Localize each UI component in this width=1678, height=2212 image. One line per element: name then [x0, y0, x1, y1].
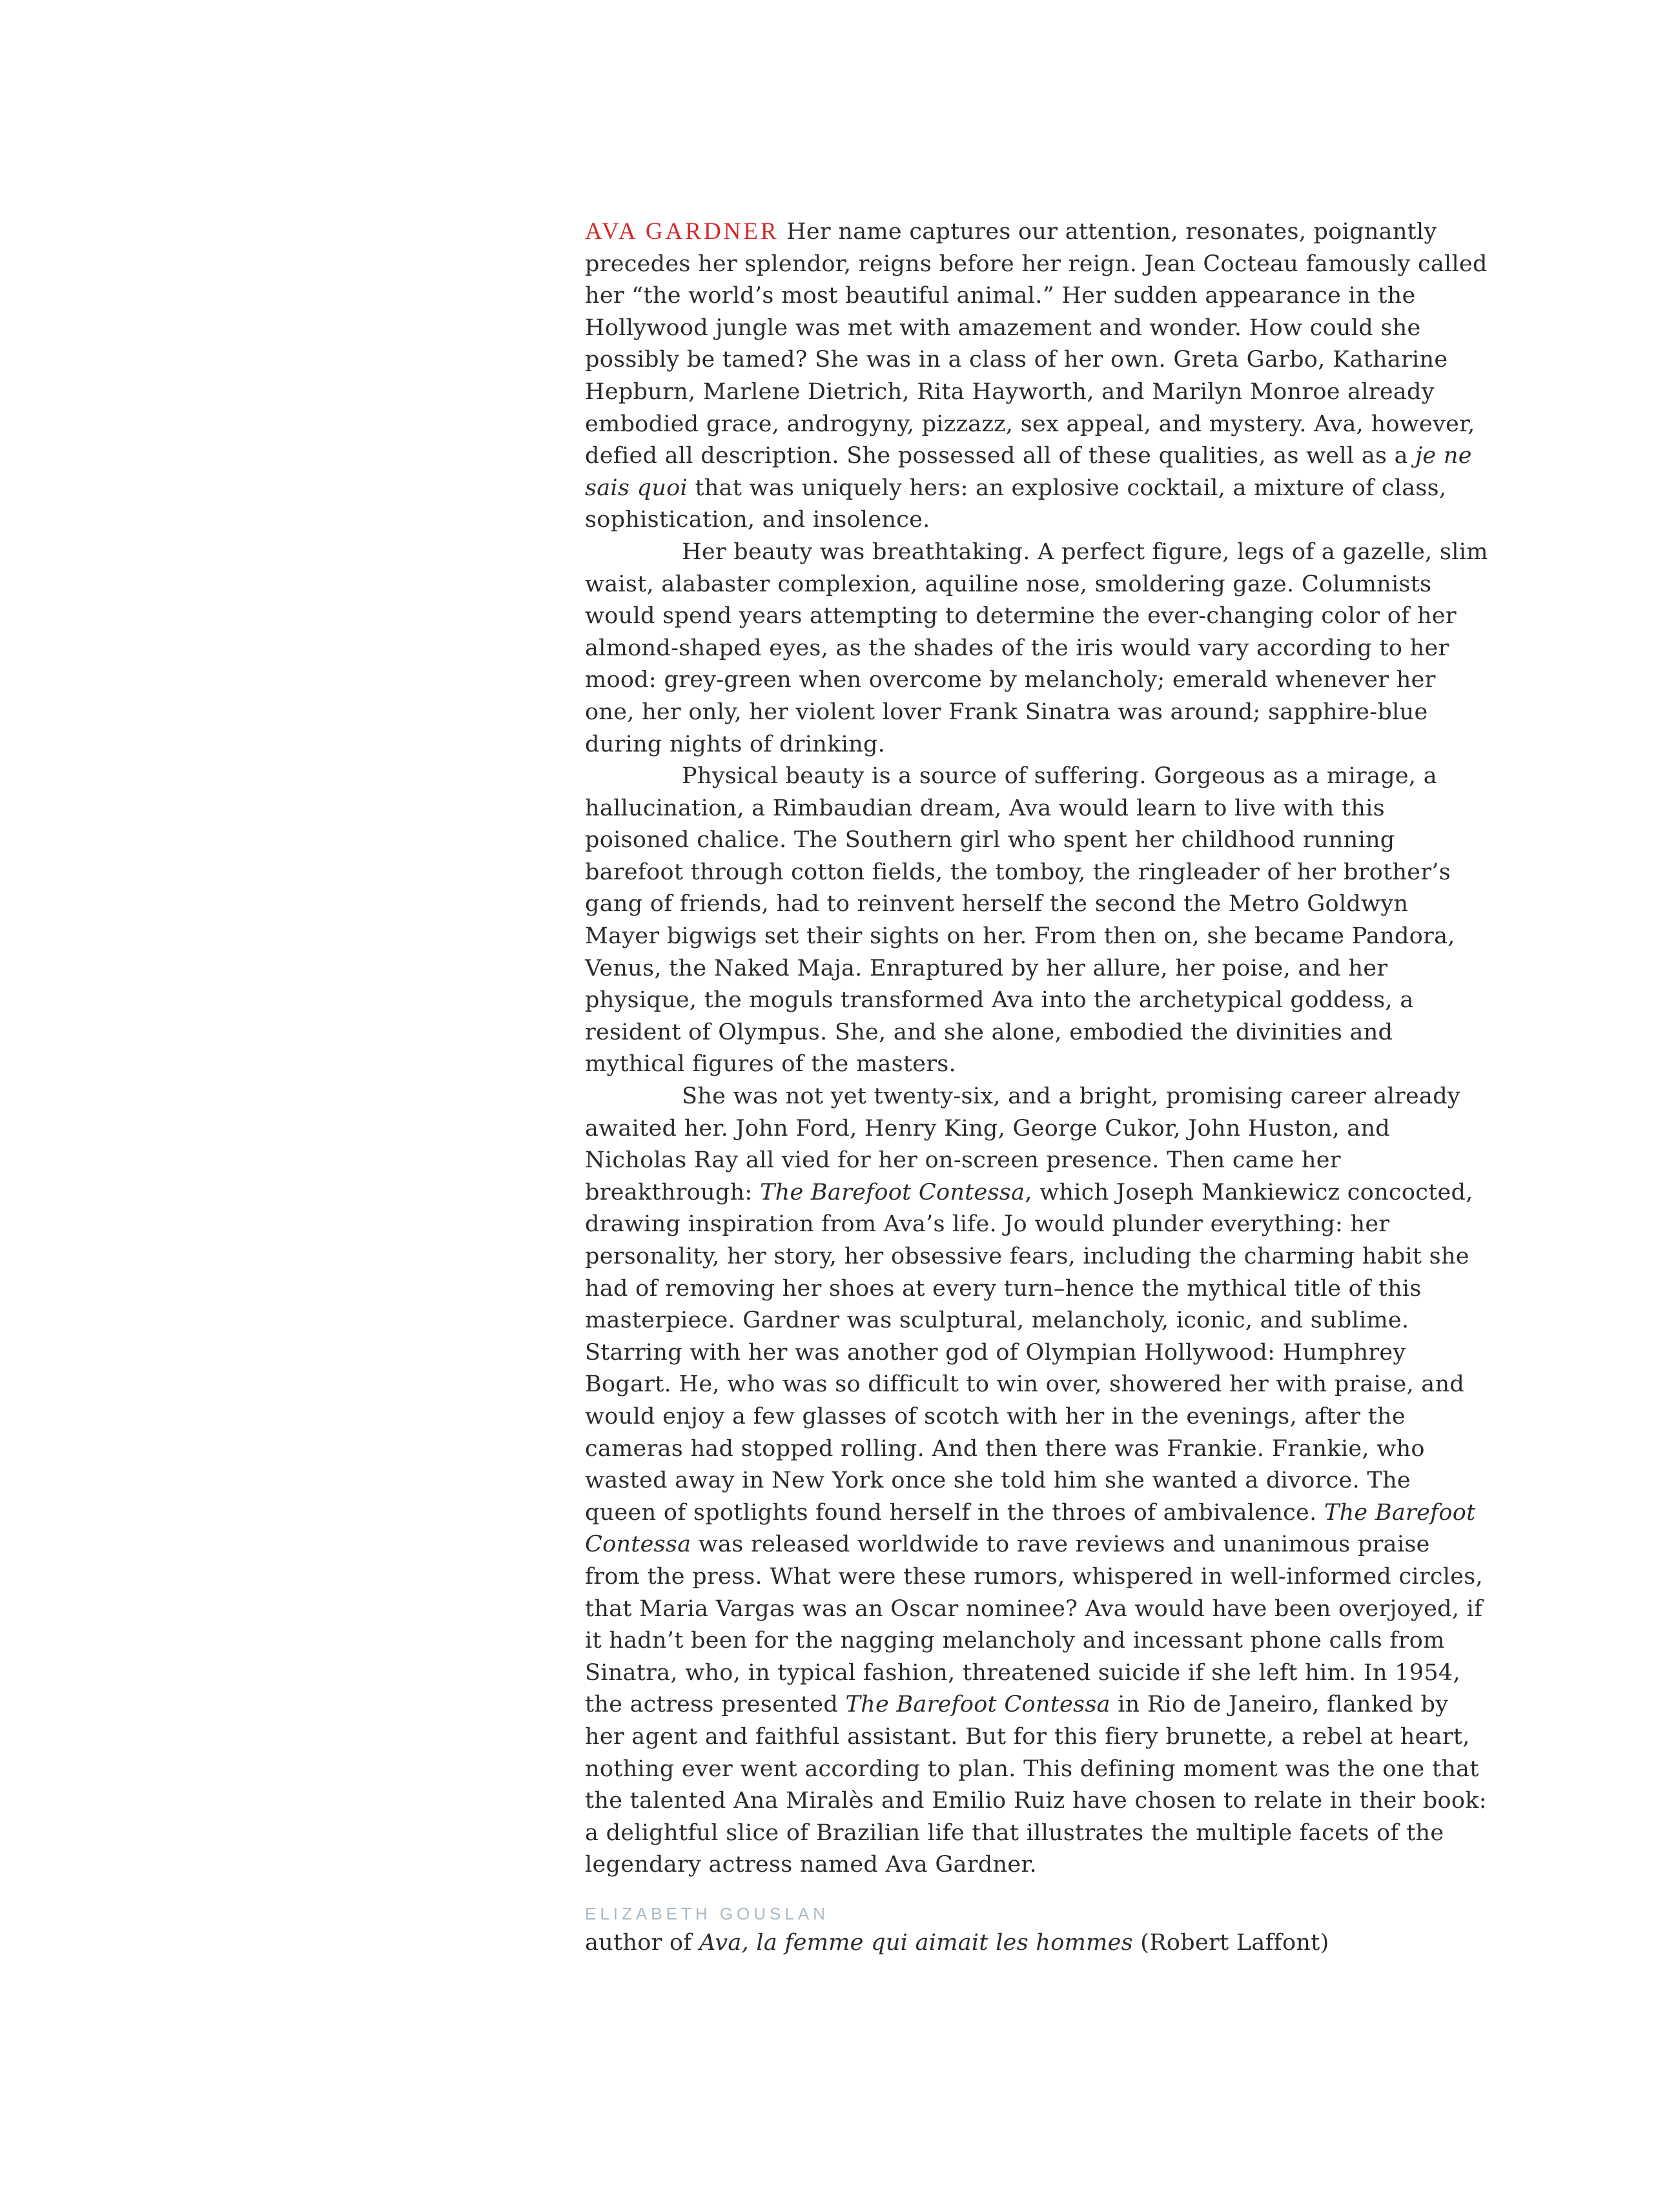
- paragraph-4-text-b: , which Joseph Mankiewicz concocted, drawing inspiration from Ava’s life. Jo would plunder everything: her personality, her story, her obsessive fears, including the charming habit she had of removing her shoes at every turn–hence the mythical title of this masterpiece. Gardner was sculptural, melancholy, iconic, and sublime. Starring with her was another god of Olympian Hollywood: Humphrey Bogart. He, who was so difficult to win over, showered her with praise, and would enjoy a few glasses of scotch with her in the evenings, after the cameras had stopped rolling. And then there was Frankie. Frankie, who wasted away in New York once she told him she wanted a divorce. The queen of spotlights found herself in the throes of ambivalence.: [585, 1179, 1473, 1526]
- paragraph-2: Her beauty was breathtaking. A perfect figure, legs of a gazelle, slim waist, alabaster complexion, aquiline nose, smoldering gaze. Columnists would spend years attempting to determine the ever-changing color of her almond-shaped eyes, as the shades of the iris would vary according to her mood: grey-green when overcome by melancholy; emerald whenever her one, her only, her violent lover Frank Sinatra was around; sapphire-blue during nights of drinking.: [585, 538, 1488, 757]
- paragraph-1-italic: je ne sais quoi: [585, 443, 1472, 501]
- credit-book-title: Ava, la femme qui aimait les hommes: [699, 1929, 1133, 1956]
- credit-prefix: author of: [585, 1929, 700, 1956]
- paragraph-4: [585, 1081, 1489, 1881]
- paragraph-1: [585, 216, 1489, 537]
- signature-block: [585, 1901, 1489, 1959]
- paragraph-4-text-d: in Rio de Janeiro, flanked by her agent and faithful assistant. But for this fiery brunette, a rebel at heart, nothing ever went according to plan. This defining moment was the one that the talented Ana Miralès and Emilio Ruiz have chosen to relate in their book: a delightful slice of Brazilian life that illustrates the multiple facets of the legendary actress named Ava Gardner.: [585, 1692, 1487, 1878]
- paragraph-4-italic-3: The Barefoot Contessa: [845, 1692, 1110, 1718]
- paragraph-4-italic-1: The Barefoot Contessa: [759, 1179, 1025, 1205]
- paragraph-1-text-a: Her name captures our attention, resonates, poignantly precedes her splendor, reigns before her reign. Jean Cocteau famously called her “the world’s most beautiful animal.” Her sudden appearance in the Hollywood jungle was met with amazement and wonder. How could she possibly be tamed? She was in a class of her own. Greta Garbo, Katharine Hepburn, Marlene Dietrich, Rita Hayworth, and Marilyn Monroe already embodied grace, androgyny, pizzazz, sex appeal, and mystery. Ava, however, defied all description. She possessed all of these qualities, as well as a: [585, 219, 1488, 469]
- paragraph-4-text-c: was released worldwide to rave reviews and unanimous praise from the press. What were these rumors, whispered in well-informed circles, that Maria Vargas was an Oscar nominee? Ava would have been overjoyed, if it hadn’t been for the nagging melancholy and incessant phone calls from Sinatra, who, in typical fashion, threatened suicide if she left him. In 1954, the actress presented: [585, 1531, 1483, 1718]
- author-name: ELIZABETH GOUSLAN: [585, 1903, 829, 1923]
- paragraph-3: Physical beauty is a source of suffering. Gorgeous as a mirage, a hallucination, a Rimbaudian dream, Ava would learn to live with this poisoned chalice. The Southern girl who spent her childhood running barefoot through cotton fields, the tomboy, the ringleader of her brother’s gang of friends, had to reinvent herself the second the Metro Goldwyn Mayer bigwigs set their sights on her. From then on, she became Pandora, Venus, the Naked Maja. Enraptured by her allure, her poise, and her physique, the moguls transformed Ava into the archetypical goddess, a resident of Olympus. She, and she alone, embodied the divinities and mythical figures of the masters.: [585, 763, 1455, 1078]
- paragraph-1-text-b: that was uniquely hers: an explosive cocktail, a mixture of class, sophistication, and insolence.: [585, 475, 1447, 533]
- credit-publisher: (Robert Laffont): [1132, 1929, 1329, 1956]
- paragraph-4-text-a: She was not yet twenty-six, and a bright, promising career already awaited her. John Ford, Henry King, George Cukor, John Huston, and Nicholas Ray all vied for her on-screen presence. Then came her breakthrough:: [585, 1083, 1461, 1205]
- author-credit: [585, 1927, 1489, 1959]
- article-body: [585, 216, 1489, 1959]
- lead-name: AVA GARDNER: [585, 218, 779, 245]
- paragraph-4-italic-2: The Barefoot Contessa: [585, 1499, 1476, 1558]
